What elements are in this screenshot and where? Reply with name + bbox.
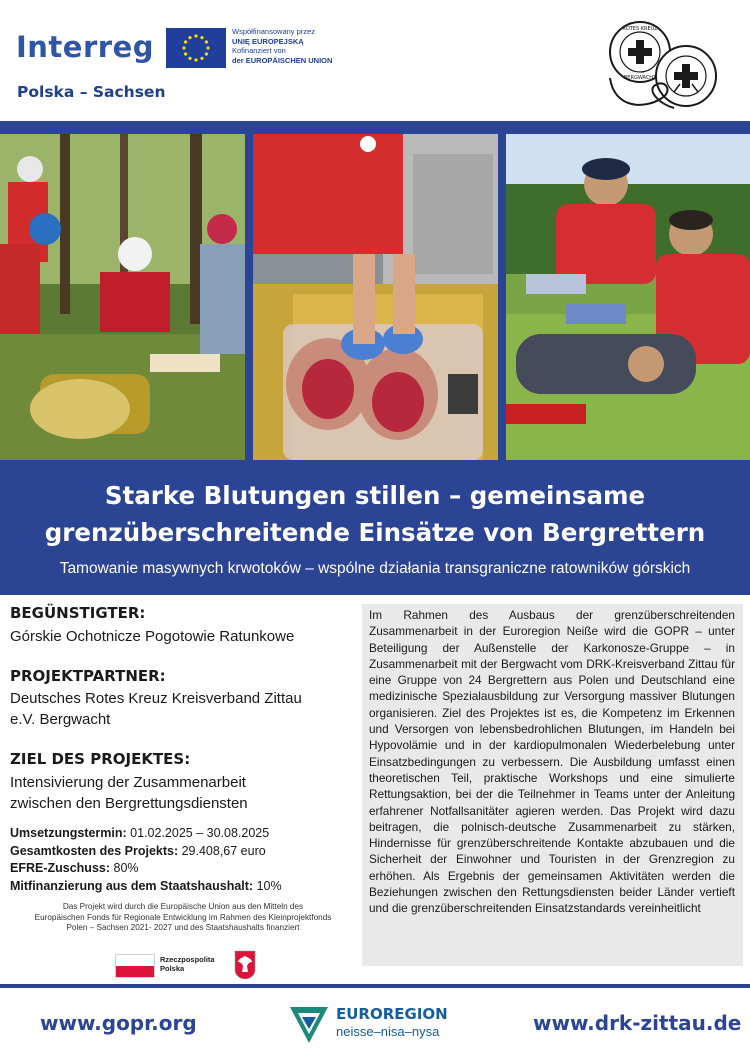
photo-forest-first-aid-icon	[0, 134, 245, 460]
goal-line-2: zwischen den Bergrettungsdiensten	[10, 795, 248, 812]
fact-term: Umsetzungstermin: 01.02.2025 – 30.08.2025	[10, 826, 270, 840]
photo-meadow-rescue-icon	[506, 134, 750, 460]
interreg-program-name: Polska – Sachsen	[17, 83, 166, 101]
eu-cofinanced-de: Kofinanziert von	[232, 46, 286, 55]
photo-bleeding-training-model-icon	[253, 134, 498, 460]
euroregion-logo	[288, 1003, 458, 1047]
funding-note-line-1: Das Projekt wird durch die Europäische Union aus den Mitteln des	[62, 902, 304, 911]
partner-name-line-2: e.V. Bergwacht	[10, 711, 111, 728]
euroregion-name: EUROREGION	[336, 1005, 448, 1023]
gopr-website-link[interactable]: www.gopr.org	[40, 1011, 197, 1035]
goal-heading: ZIEL DES PROJEKTES:	[10, 750, 191, 768]
title-line-1: Starke Blutungen stillen – gemeinsame	[104, 481, 646, 510]
eu-union-de: der EUROPÄISCHEN UNION	[232, 55, 333, 65]
project-facts	[10, 825, 282, 895]
footer-divider	[0, 984, 750, 988]
partner-name-line-1: Deutsches Rotes Kreuz Kreisverband Zittau	[10, 690, 302, 707]
svg-text:BERGWACHT: BERGWACHT	[623, 75, 657, 81]
partner-heading: PROJEKTPARTNER:	[10, 667, 166, 685]
polish-eagle-icon	[234, 950, 256, 980]
title-polish-subtitle: Tamowanie masywnych krwotoków – wspólne działania transgraniczne ratowników górskich	[59, 560, 691, 577]
funding-note-line-2: Europäischen Fonds für Regionale Entwicklung im Rahmen des Kleinprojektfonds	[34, 912, 332, 922]
beneficiary-heading: BEGÜNSTIGTER:	[10, 604, 146, 622]
fact-state-funding: Mitfinanzierung aus dem Staatshaushalt: 10%	[10, 878, 282, 893]
eu-cofinanced-pl: Współfinansowany przez	[232, 27, 315, 36]
rp-line-1: Rzeczpospolita	[160, 955, 215, 964]
fact-cost: Gesamtkosten des Projekts: 29.408,67 euro	[10, 843, 266, 858]
title-line-2: grenzüberschreitende Einsätze von Bergrettern	[44, 518, 706, 547]
drk-bergwacht-gopr-logo-icon	[604, 18, 722, 118]
rzeczpospolita-polska-label	[160, 955, 215, 973]
eu-union-pl: UNIĘ EUROPEJSKĄ	[232, 36, 304, 46]
interreg-wordmark: Interreg	[16, 30, 154, 64]
title-banner	[0, 467, 750, 595]
fact-efre: EFRE-Zuschuss: 80%	[10, 861, 139, 875]
svg-text:ROTES KREUZ: ROTES KREUZ	[622, 26, 658, 32]
project-description-panel	[362, 604, 743, 966]
project-description: Im Rahmen des Ausbaus der grenzüberschreitenden Zusammenarbeit in der Euroregion Neiße wird die GOPR – unter Beteiligung der Außenstelle der Karkonosze-Gruppe – in Zusammenarbeit mit der Bergwacht vom DRK-Kreisverband Zittau für eine Gruppe von 24 Bergrettern aus Polen und Deutschland eine medizinische Spezialausbildung zur Versorgung massiver Blutungen organisieren. Ziel des Projektes ist es, die Kompetenz im Erkennen und Versorgen von lebensbedrohlichen Blutungen, im Handeln bei Hypovolämie und in der kardiopulmonalen Wiederbelebung unter Einsatzbedingungen zu verbessern. Die Ausbildung umfasst einen theoretischen Teil, praktische Workshops und eine simulierte Rettungsaktion, bei der die Teilnehmer in Teams unter der Anleitung erfahrener Notfallsanitäter agieren werden. Das Projekt wird dazu beitragen, die polnisch-deutsche Zusammenarbeit zu stärken, Hindernisse für grenzüberschreitende Kontakte abzubauen und die Sicherheit der Einwohner und Touristen in der Grenzregion zu erhöhen. Als Ergebnis der gemeinsamen Aktivitäten werden die Beziehungen zwischen den Rettungsdiensten beider Länder vertieft und die grenzüberschreitenden Einsatzstandards vereinheitlicht	[369, 608, 735, 916]
beneficiary-name: Górskie Ochotnicze Pogotowie Ratunkowe	[10, 628, 295, 645]
eu-flag-icon	[166, 28, 226, 68]
funding-note-line-3: Polen – Sachsen 2021- 2027 und des Staatshaushalts finanziert	[66, 923, 300, 932]
photo-strip	[0, 121, 750, 467]
rp-line-2: Polska	[160, 964, 185, 973]
drk-zittau-website-link[interactable]: www.drk-zittau.de	[533, 1011, 742, 1035]
eu-cofinancing-text	[232, 27, 362, 65]
funding-note	[18, 902, 348, 934]
euroregion-subtitle: neisse–nisa–nysa	[336, 1024, 440, 1039]
polish-flag-icon	[115, 954, 155, 978]
goal-line-1: Intensivierung der Zusammenarbeit	[10, 774, 246, 791]
euroregion-emblem-icon	[288, 1003, 332, 1047]
